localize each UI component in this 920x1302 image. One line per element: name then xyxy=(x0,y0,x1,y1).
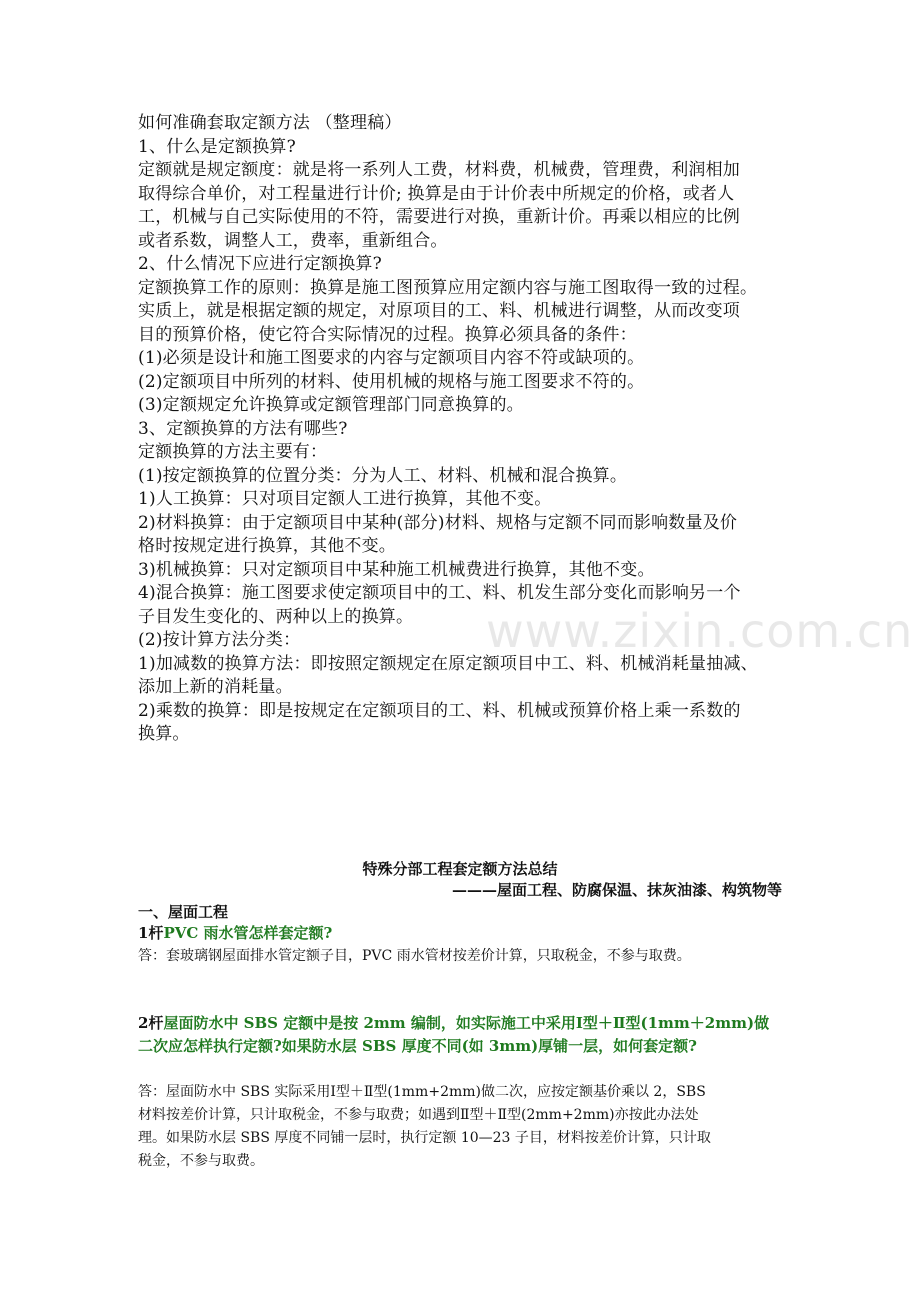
list-item: (1)必须是设计和施工图要求的内容与定额项目内容不符或缺项的。 xyxy=(138,348,645,368)
answer-1: 答：套玻璃钢屋面排水管定额子目，PVC 雨水管材按差价计算，只取税金，不参与取费。 xyxy=(138,948,691,964)
question-text: 屋面防水中 SBS 定额中是按 2mm 编制，如实际施工中采用Ⅰ型＋Ⅱ型(1mm＋2mm)做 xyxy=(163,1014,770,1032)
question-1 xyxy=(138,922,788,945)
answer-2-line: 材料按差价计算，只计取税金，不参与取费；如遇到Ⅱ型＋Ⅱ型(2mm+2mm)亦按此办法处 xyxy=(138,1107,699,1123)
section-title: 特殊分部工程套定额方法总结 xyxy=(362,860,558,878)
list-item: (3)定额规定允许换算或定额管理部门同意换算的。 xyxy=(138,395,524,415)
roof-section-heading: 一、屋面工程 xyxy=(138,903,229,921)
list-item: 4)混合换算：施工图要求使定额项目中的工、料、机发生部分变化而影响另一个 xyxy=(138,583,741,603)
paragraph-line: 定额换算的方法主要有： xyxy=(138,442,328,462)
answer-2-line: 税金，不参与取费。 xyxy=(138,1153,264,1169)
section-subtitle: ———屋面工程、防腐保温、抹灰油漆、构筑物等 xyxy=(451,881,782,899)
paragraph-line: 格时按规定进行换算，其他不变。 xyxy=(138,536,396,556)
list-item: 2)乘数的换算：即是按规定在定额项目的工、料、机械或预算价格上乘一系数的 xyxy=(138,700,741,721)
list-item: (1)按定额换算的位置分类：分为人工、材料、机械和混合换算。 xyxy=(138,465,628,486)
paragraph-line: 工，机械与自己实际使用的不符，需要进行对换，重新计价。再乘以相应的比例 xyxy=(138,207,740,227)
paragraph-line: 或者系数，调整人工，费率，重新组合。 xyxy=(138,230,448,251)
doc-title: 如何准确套取定额方法 （整理稿） xyxy=(138,113,402,133)
paragraph-line: 实质上，就是根据定额的规定，对原项目的工、料、机械进行调整，从而改变项 xyxy=(138,301,740,321)
list-item: (2)按计算方法分类： xyxy=(138,630,301,650)
paragraph-line: 定额就是规定额度：就是将一系列人工费，材料费，机械费，管理费，利润相加 xyxy=(138,160,740,180)
list-item: 3)机械换算：只对定额项目中某种施工机械费进行换算，其他不变。 xyxy=(138,559,655,580)
paragraph-line: 目的预算价格，使它符合实际情况的过程。换算必须具备的条件： xyxy=(138,324,637,345)
paragraph-line: 添加上新的消耗量。 xyxy=(138,677,293,697)
watermark: www.zixin.com.cn xyxy=(486,604,914,658)
question-text: PVC 雨水管怎样套定额? xyxy=(163,924,333,942)
paragraph-line: 定额换算工作的原则：换算是施工图预算应用定额内容与施工图取得一致的过程。 xyxy=(138,277,758,298)
paragraph-line: 取得综合单价，对工程量进行计价; 换算是由于计价表中所规定的价格，或者人 xyxy=(138,183,735,204)
list-item: 1)加减数的换算方法：即按照定额规定在原定额项目中工、料、机械消耗量抽减、 xyxy=(138,653,758,674)
question-2-line-1 xyxy=(138,1012,788,1035)
answer-2-line: 理。如果防水层 SBS 厚度不同铺一层时，执行定额 10—23 子目，材料按差价计算，只计取 xyxy=(138,1130,711,1146)
question-number: 2杆 xyxy=(138,1014,164,1032)
paragraph-line: 子目发生变化的、两种以上的换算。 xyxy=(138,606,414,627)
question-heading: 3、定额换算的方法有哪些? xyxy=(138,418,348,439)
answer-2-line: 答：屋面防水中 SBS 实际采用Ⅰ型＋Ⅱ型(1mm+2mm)做二次，应按定额基价乘以 2，SBS xyxy=(138,1084,706,1100)
list-item: 1)人工换算：只对项目定额人工进行换算，其他不变。 xyxy=(138,489,552,509)
question-number: 1杆 xyxy=(138,924,164,942)
question-heading: 2、什么情况下应进行定额换算? xyxy=(138,254,382,274)
list-item: 2)材料换算：由于定额项目中某种(部分)材料、规格与定额不同而影响数量及价 xyxy=(138,512,738,533)
paragraph-line: 换算。 xyxy=(138,724,190,744)
question-heading: 1、什么是定额换算? xyxy=(138,136,296,157)
question-2-line-2: 二次应怎样执行定额?如果防水层 SBS 厚度不同(如 3mm)厚铺一层，如何套定额? xyxy=(138,1037,697,1055)
list-item: (2)定额项目中所列的材料、使用机械的规格与施工图要求不符的。 xyxy=(138,371,645,392)
